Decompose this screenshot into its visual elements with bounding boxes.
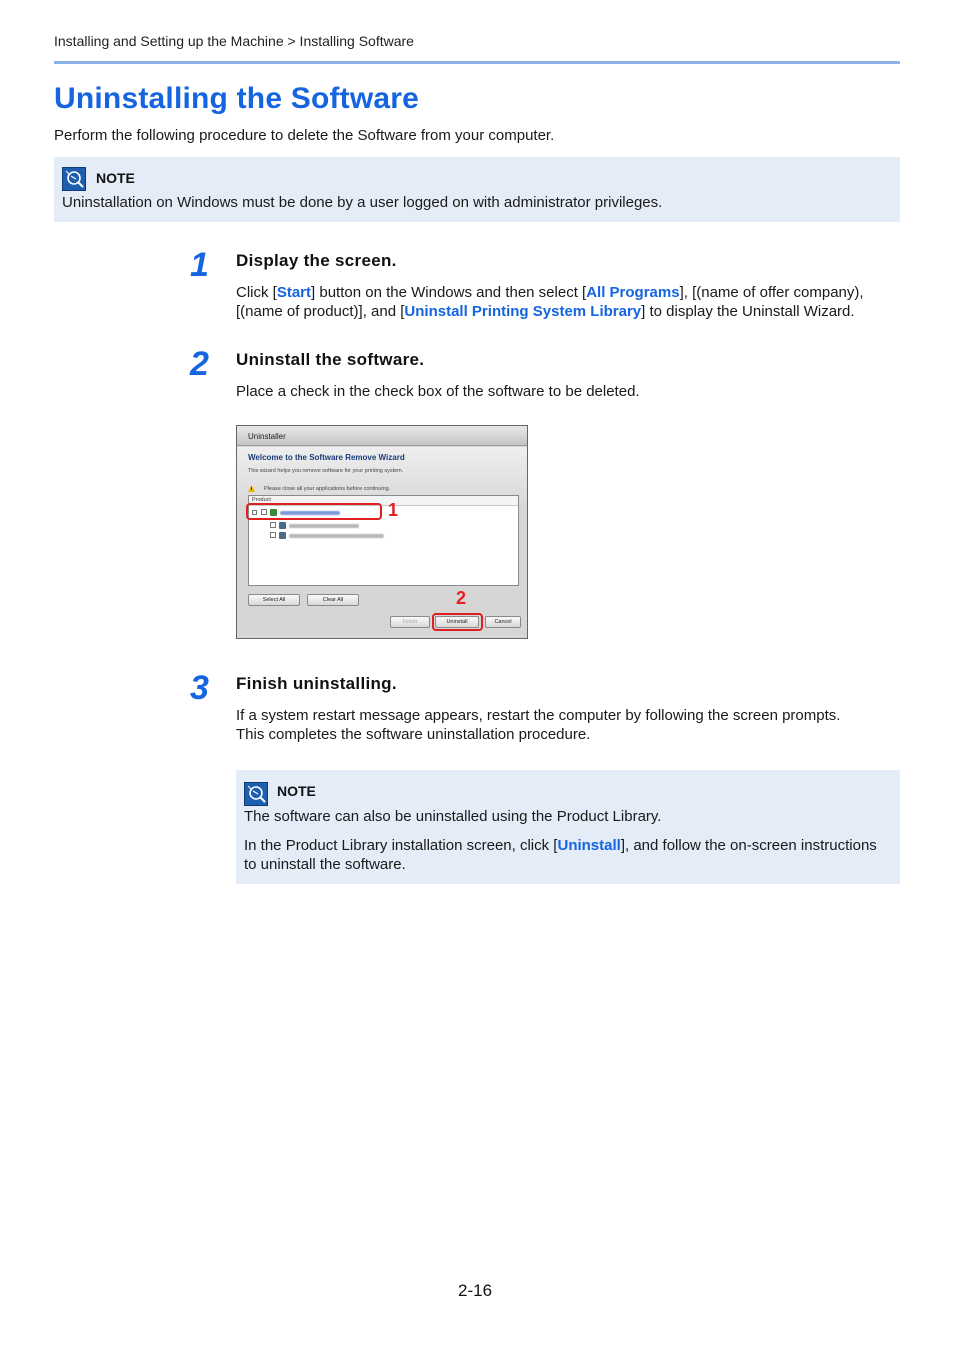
note-label: NOTE [277,783,316,799]
callout-number: 2 [456,588,467,608]
window-titlebar [237,426,527,446]
warning-text: Please close all your applications before continuing. [264,486,391,492]
component-name-blurred [289,534,384,538]
wizard-subtext: This wizard helps you remove software for your printing system. [248,468,404,474]
intro-text: Perform the following procedure to delete the Software from your computer. [54,127,555,144]
all-programs-keyword: All Programs [586,284,680,301]
window-title: Uninstaller [248,432,286,441]
step-body: Place a check in the check box of the software to be deleted. [236,383,640,400]
note-text: In the Product Library installation screen, click [Uninstall], and follow the on-screen instructions to uninstall the software. [244,837,877,873]
clear-all-button[interactable]: Clear All [307,594,359,606]
cancel-button[interactable]: Cancel [485,616,521,628]
note-label: NOTE [96,170,135,186]
warning-icon [248,485,255,492]
note-box [54,157,900,222]
list-item[interactable] [261,532,421,541]
note-icon [244,782,268,806]
header-rule [54,61,900,64]
component-checkbox[interactable] [270,532,276,538]
start-keyword: Start [276,284,312,301]
product-list-header: Product [249,496,518,506]
note-text: The software can also be uninstalled using the Product Library. [244,808,662,825]
step-title: Finish uninstalling. [236,674,397,693]
callout-highlight-checkbox [246,503,382,520]
callout-highlight-uninstall [432,613,483,631]
uninstall-library-keyword: Uninstall Printing System Library [404,303,642,320]
step-body: If a system restart message appears, restart the computer by following the screen prompts. This completes the software uninstallation procedure. [236,707,841,743]
driver-icon [279,532,286,539]
step-title: Display the screen. [236,251,397,270]
uninstall-button[interactable]: Uninstall [435,616,479,628]
step-body: Click [Start] button on the Windows and then select [All Programs], [(name of offer company), [(name of product)], and [Uninstall Printing System Library] to display the Uninstall Wizard. [236,284,864,320]
step-title: Uninstall the software. [236,350,425,369]
note-box [236,770,900,884]
list-item[interactable] [261,522,401,531]
uninstaller-screenshot [236,425,528,639]
component-checkbox[interactable] [270,522,276,528]
step-number: 3 [190,669,209,707]
driver-icon [279,522,286,529]
page-title: Uninstalling the Software [54,82,420,115]
step-number: 1 [190,246,209,284]
page-number: 2-16 [458,1281,493,1300]
step-number: 2 [190,345,209,383]
wizard-heading: Welcome to the Software Remove Wizard [248,453,405,462]
note-icon [62,167,86,191]
breadcrumb: Installing and Setting up the Machine > Installing Software [54,33,414,49]
component-name-blurred [289,524,359,528]
note-text: Uninstallation on Windows must be done by a user logged on with administrator privileges. [62,194,663,211]
callout-number: 1 [388,500,399,520]
select-all-button[interactable]: Select All [248,594,300,606]
uninstall-keyword: Uninstall [557,837,621,854]
finish-button[interactable]: Finish [390,616,430,628]
